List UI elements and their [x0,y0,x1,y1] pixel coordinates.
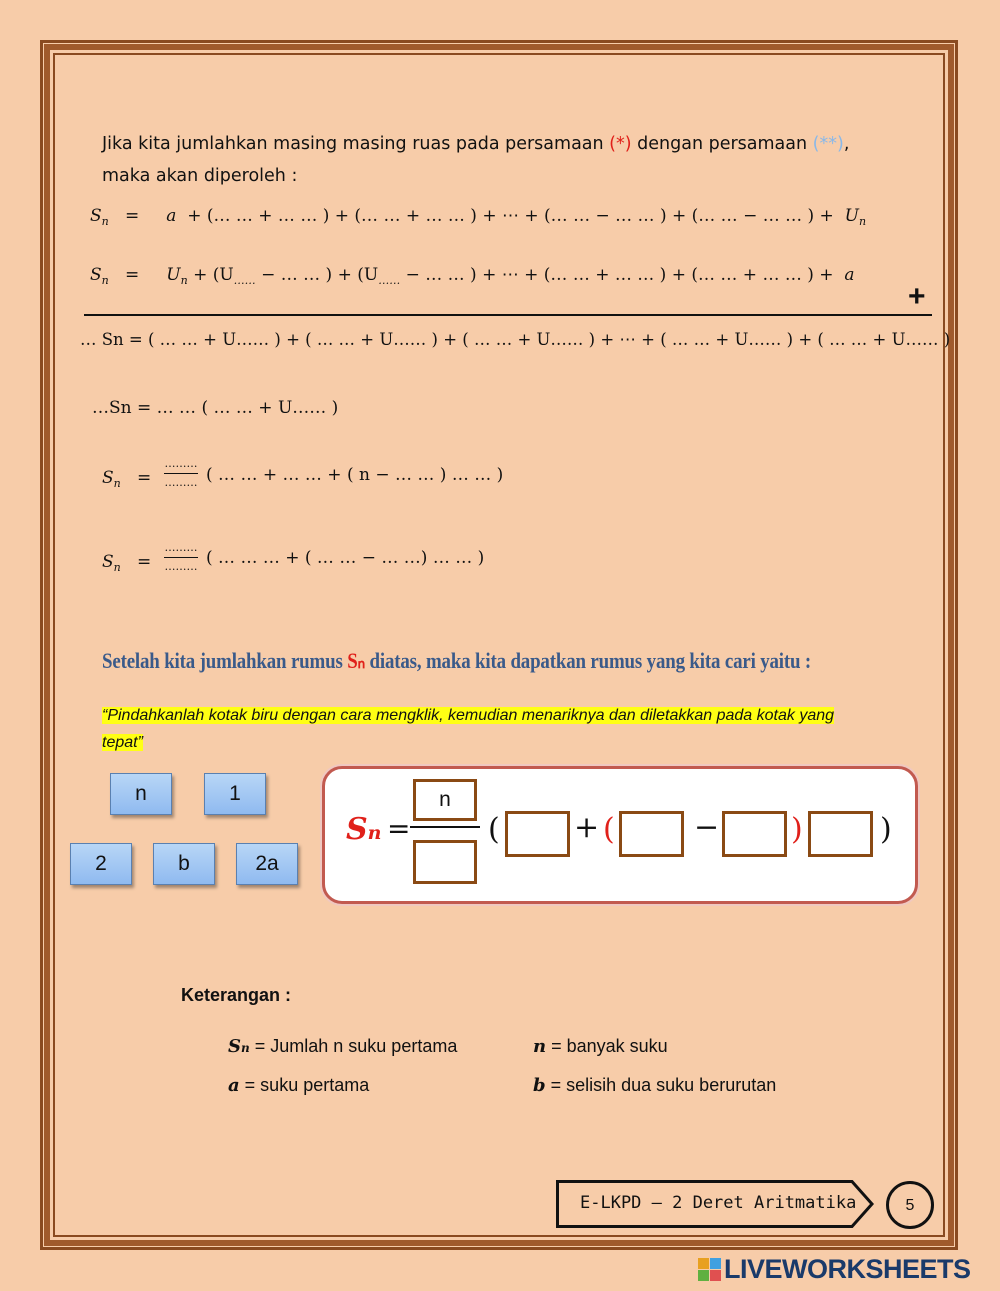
intro-line-2: maka akan diperoleh : [102,166,298,186]
equation-ref-1: (*) [609,134,632,154]
drag-tile-b[interactable]: b [153,843,215,885]
equation-2-part-b: − … … ) + (U [255,265,379,285]
formula-close-paren: ) [880,812,892,847]
drop-slot-denominator[interactable] [413,840,477,884]
drop-slot-first-term[interactable] [505,811,570,857]
equation-5-rhs: ( … … + … … + ( n − … … ) … … ) [206,465,504,485]
drag-tile-n[interactable]: n [110,773,172,815]
legend-b-desc: = selisih dua suku berurutan [545,1075,777,1095]
legend-sn: Sn = Jumlah n suku pertama [228,1036,458,1057]
footer-label: E-LKPD – 2 Deret Aritmatika [580,1193,857,1213]
legend-n: n = banyak suku [533,1036,668,1057]
equation-1-rhs: + (… … + … … ) + (… … + … … ) + ⋯ + (… … − … … ) + (… … − … … ) + [187,206,834,226]
drop-slot-minus-term[interactable] [722,811,787,857]
formula-fraction-bar [410,826,480,828]
legend-title: Keterangan : [181,985,292,1005]
equation-1: $S_n$ = a + (… … + … … ) + (… … + … … ) + ⋯ + (… … − … … ) + (… … − … … ) + $U_n$ [90,206,867,228]
section-heading [102,648,811,674]
equation-ref-2: (**) [812,134,844,154]
drag-tile-1[interactable]: 1 [204,773,266,815]
formula-minus: − [694,810,720,845]
heading-sn: Sₙ [347,648,365,673]
page-frame-inner [53,53,945,1237]
equation-2-part-a: + (U [193,265,234,285]
instruction-highlight: “Pindahkanlah kotak biru dengan cara mengklik, kemudian menariknya dan diletakkan pada kotak yang tepat” [102,707,835,751]
legend-a: a = suku pertama [228,1075,370,1096]
legend-sn-desc: = Jumlah n suku pertama [249,1036,458,1056]
fraction-denominator: ……… [164,476,198,489]
drop-slot-difference[interactable] [808,811,873,857]
fraction-denominator: ……… [164,560,198,573]
intro-text-2: dengan persamaan [631,134,813,154]
sum-plus-sign: + [908,280,926,313]
sum-equation: … Sn = ( … … + U…… ) + ( … … + U…… ) + ( … … + U…… ) + ⋯ + ( … … + U…… ) + ( … … + U…… ) [80,330,951,349]
legend-b: b = selisih dua suku berurutan [533,1075,777,1096]
equation-2: $S_n$ = $U_n + (U_{\dots\dots}$ − … … ) + ($U_{\dots\dots}$ − … … ) + ⋯ + (… … + … … ) + (… … + … … ) + a [90,265,855,287]
heading-text-2: diatas, maka kita dapatkan rumus yang kita cari yaitu : [364,648,812,673]
formula-open-paren: ( [488,812,500,847]
drag-tile-2[interactable]: 2 [70,843,132,885]
intro-line-1 [102,134,849,154]
equation-6-rhs: ( … … … + ( … … − … …) … … ) [206,548,485,568]
page-number: 5 [886,1181,934,1229]
formula-inner-close-paren: ) [791,812,803,847]
drop-slot-numerator[interactable]: n [413,779,477,821]
formula-lhs: Sn [346,812,382,847]
brand-text: LIVEWORKSHEETS [724,1254,971,1284]
formula-equals: = [387,812,411,845]
formula-inner-open-paren: ( [603,812,615,847]
intro-text: Jika kita jumlahkan masing masing ruas pada persamaan [102,134,610,154]
sum-divider [84,314,932,316]
legend-a-desc: = suku pertama [239,1075,370,1095]
equation-6-fraction [164,542,198,573]
fraction-numerator: ……… [164,541,198,554]
liveworksheets-logo-icon [698,1258,722,1282]
equation-2-part-c: − … … ) + ⋯ + (… … + … … ) + (… … + … … ) + [400,265,834,285]
intro-comma: , [843,134,850,154]
formula-plus: + [574,810,600,845]
equation-4: …Sn = … … ( … … + U…… ) [92,398,339,418]
drag-tile-2a[interactable]: 2a [236,843,298,885]
drop-slot-n-term[interactable] [619,811,684,857]
equation-5-fraction [164,458,198,489]
instruction-text [102,702,874,756]
legend-n-desc: = banyak suku [546,1036,668,1056]
fraction-numerator: ……… [164,457,198,470]
heading-text: Setelah kita jumlahkan rumus [102,648,348,673]
equation-6-lhs: $S_n$ = [102,552,152,574]
footer-label-box [556,1180,874,1228]
equation-5-lhs: $S_n$ = [102,468,152,490]
